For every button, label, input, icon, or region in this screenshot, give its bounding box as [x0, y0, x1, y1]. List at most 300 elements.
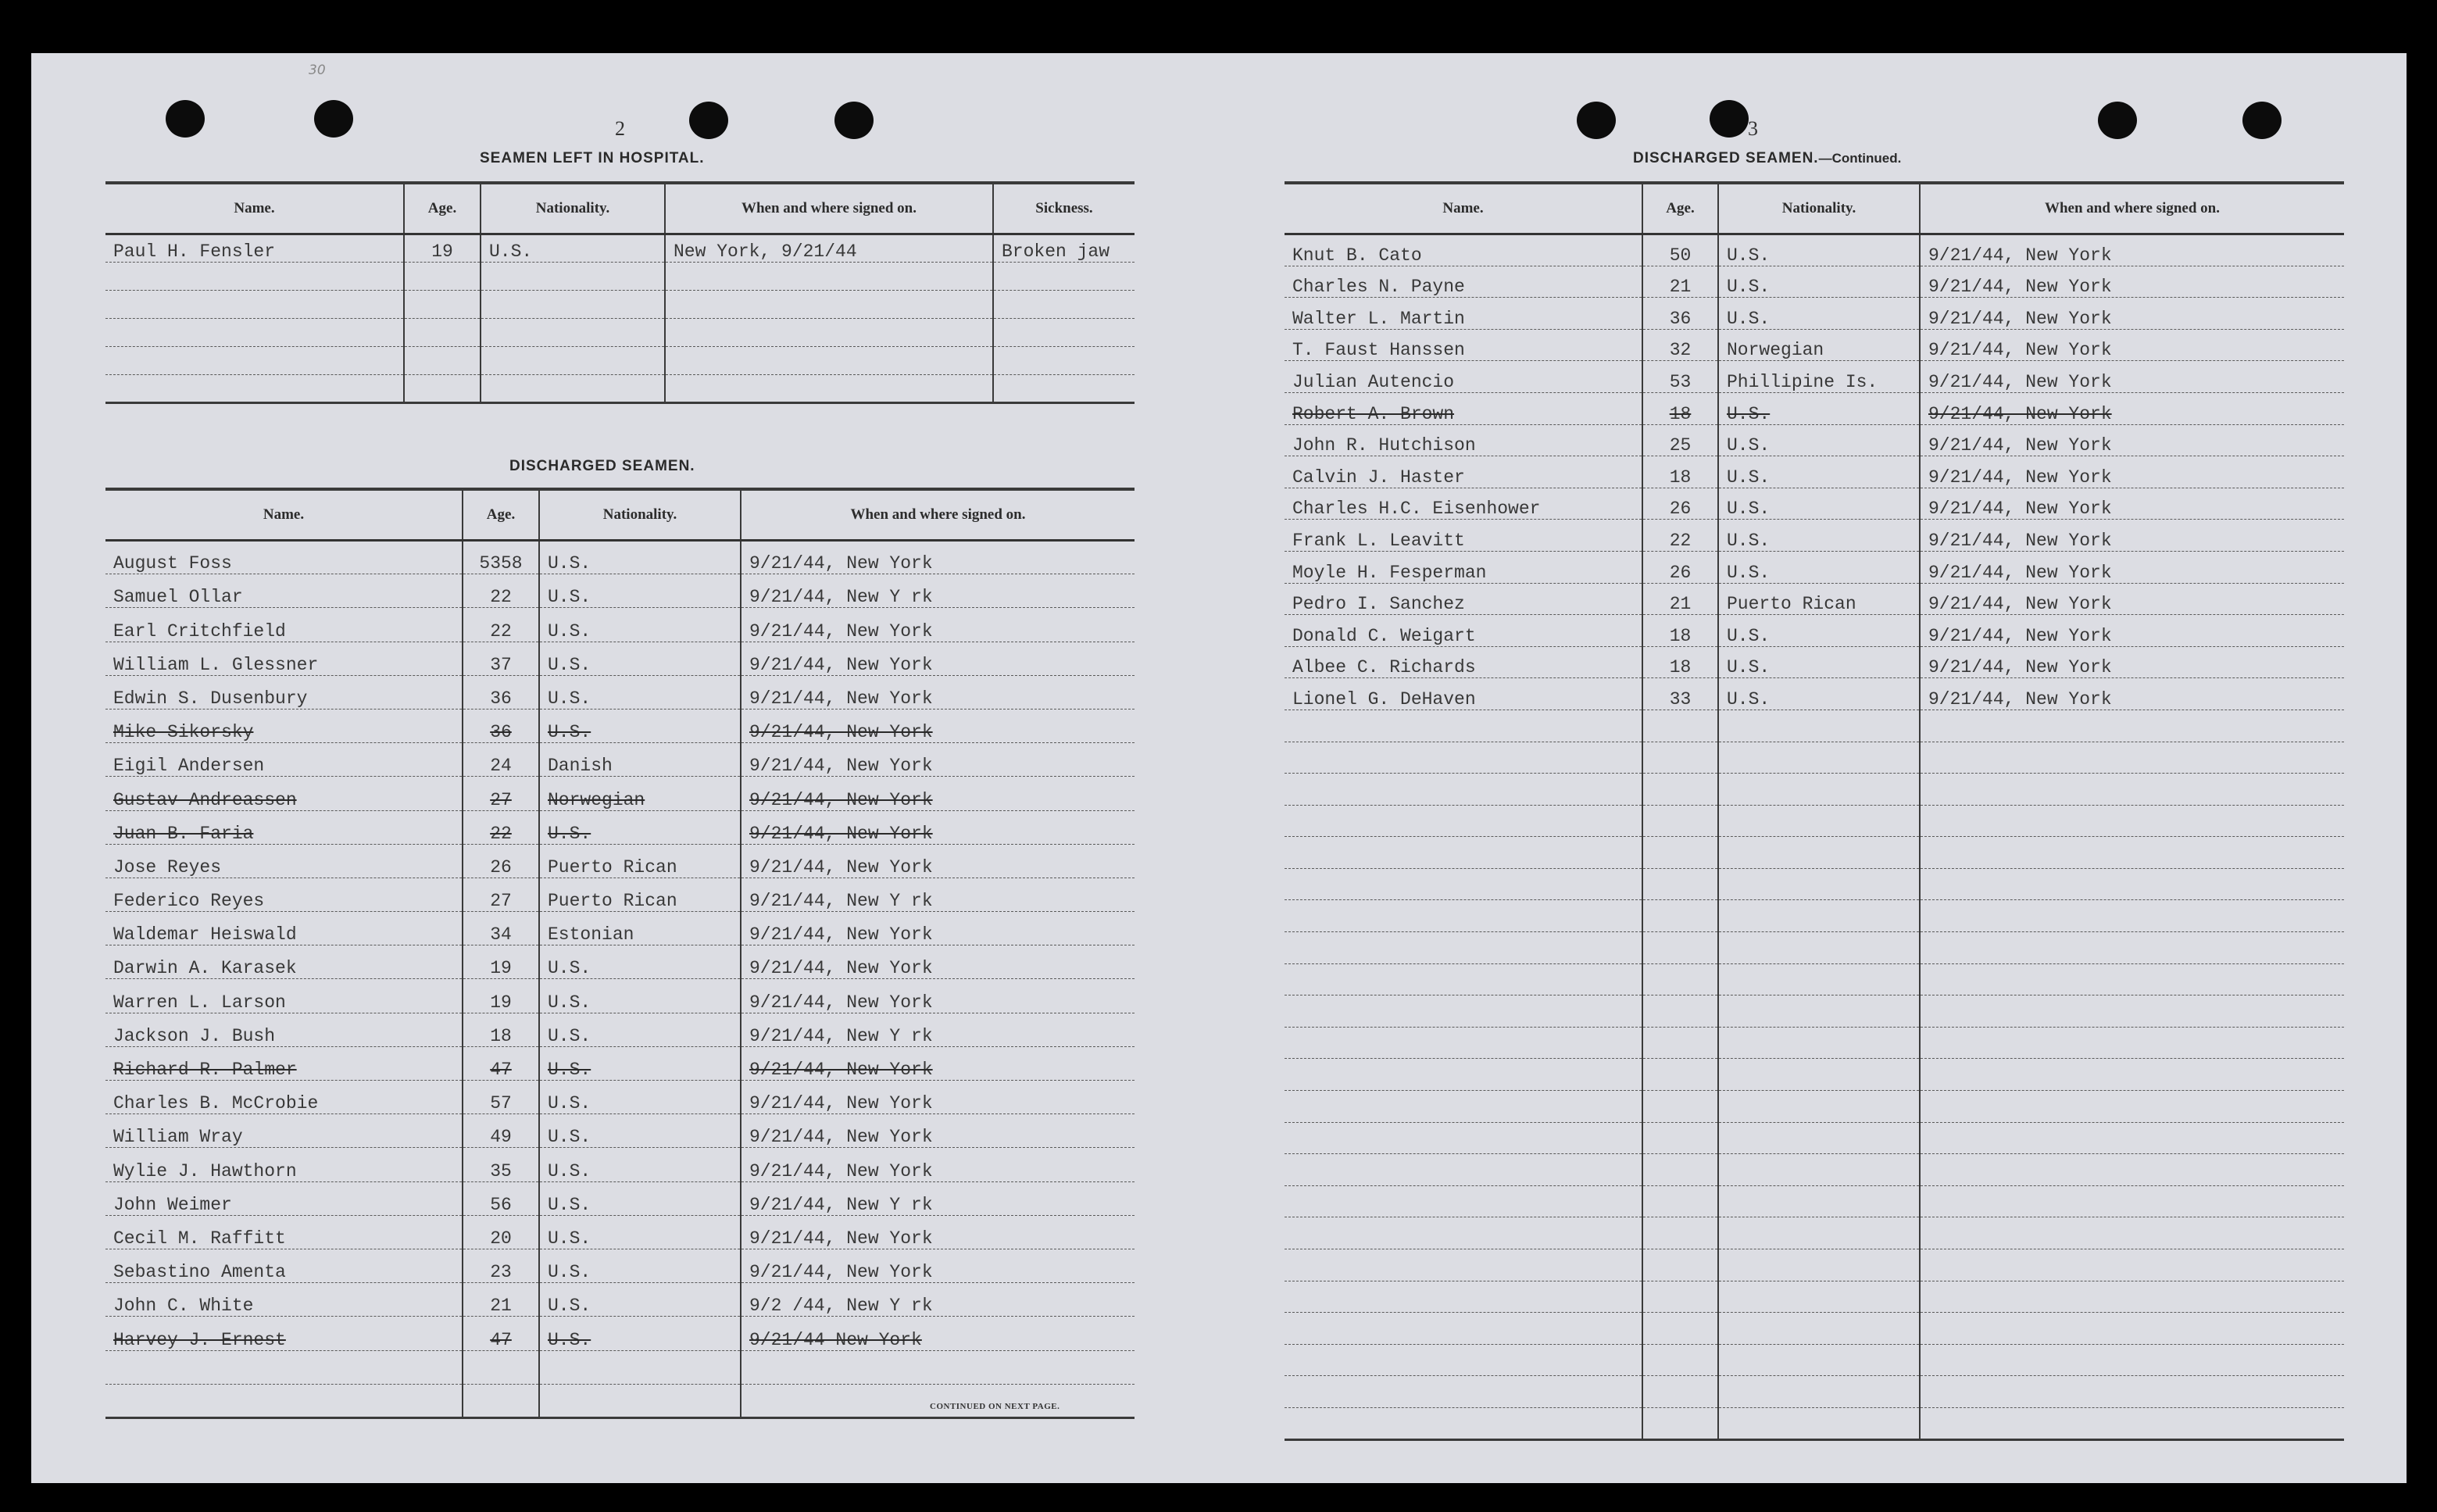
cell-age: [404, 291, 481, 319]
cell-name: [105, 1350, 463, 1384]
cell-name: [1285, 1281, 1642, 1313]
cell-signed: [1920, 837, 2344, 869]
cell-name: [1285, 1154, 1642, 1186]
column-header: Age.: [463, 489, 539, 541]
cell-nationality: U.S.: [1718, 520, 1920, 552]
cell-age: 32: [1642, 329, 1718, 361]
cell-name: [1285, 742, 1642, 774]
cell-age: [404, 263, 481, 291]
table-row: [105, 912, 1135, 945]
cell-age: 21: [463, 1283, 539, 1317]
cell-name: Sebastino Amenta: [105, 1249, 463, 1282]
cell-nationality: [1718, 1122, 1920, 1154]
cell-nationality: [1718, 710, 1920, 742]
cell-signed: 9/21/44, New York: [741, 675, 1135, 709]
cell-nationality: U.S.: [539, 1148, 741, 1181]
discharged-header-row: [105, 489, 1135, 541]
cell-name: [1285, 1407, 1642, 1439]
ledger-sheet: [31, 53, 2407, 1483]
cell-name: [1285, 963, 1642, 995]
cell-age: 18: [1642, 456, 1718, 488]
cell-name: Pedro I. Sanchez: [1285, 583, 1642, 615]
cell-signed: [1920, 805, 2344, 837]
table-row: [1285, 805, 2344, 837]
cell-name: Paul H. Fensler: [105, 234, 404, 263]
cell-signed: [665, 263, 993, 291]
cell-nationality: [481, 319, 665, 347]
cell-age: [1642, 1281, 1718, 1313]
table-row: [1285, 583, 2344, 615]
table-row: [1285, 615, 2344, 647]
table-row: [105, 1283, 1135, 1317]
table-row: [1285, 266, 2344, 298]
cell-nationality: U.S.: [539, 675, 741, 709]
cell-nationality: U.S.: [539, 1081, 741, 1114]
cell-nationality: [1718, 995, 1920, 1028]
cell-name: Charles B. McCrobie: [105, 1081, 463, 1114]
table-row: [105, 642, 1135, 675]
column-header: Name.: [105, 489, 463, 541]
table-row: [105, 1013, 1135, 1046]
cell-nationality: Norwegian: [539, 777, 741, 810]
cell-signed: [1920, 963, 2344, 995]
cell-age: 19: [404, 234, 481, 263]
cell-nationality: U.S.: [539, 945, 741, 979]
cell-nationality: [1718, 837, 1920, 869]
cell-name: Federico Reyes: [105, 878, 463, 911]
heading-suffix: —Continued.: [1818, 151, 1902, 166]
cell-name: [105, 319, 404, 347]
punch-hole: [834, 102, 874, 139]
cell-age: [404, 319, 481, 347]
table-row: [105, 1081, 1135, 1114]
cell-nationality: U.S.: [1718, 266, 1920, 298]
table-row: [1285, 1313, 2344, 1345]
cell-nationality: U.S.: [539, 709, 741, 742]
cell-nationality: U.S.: [539, 1317, 741, 1350]
table-row: [105, 945, 1135, 979]
continued-note: CONTINUED ON NEXT PAGE.: [930, 1402, 1060, 1411]
cell-age: 21: [1642, 583, 1718, 615]
cell-age: [1642, 1154, 1718, 1186]
cell-name: Robert A. Brown: [1285, 392, 1642, 424]
table-row: [105, 1114, 1135, 1148]
cell-name: Darwin A. Karasek: [105, 945, 463, 979]
cell-age: 18: [1642, 392, 1718, 424]
punch-hole: [314, 100, 353, 138]
table-row: [105, 1215, 1135, 1249]
page-number-right: 3: [1748, 117, 1758, 140]
cell-name: [105, 263, 404, 291]
cell-name: Eigil Andersen: [105, 743, 463, 777]
cell-nationality: U.S.: [539, 1046, 741, 1080]
cell-age: [463, 1384, 539, 1417]
table-row: [1285, 1407, 2344, 1439]
cell-age: 21: [1642, 266, 1718, 298]
column-header: Nationality.: [481, 183, 665, 234]
cell-nationality: [481, 263, 665, 291]
table-row: [105, 675, 1135, 709]
cell-nationality: U.S.: [1718, 646, 1920, 678]
cell-age: 34: [463, 912, 539, 945]
cell-nationality: Norwegian: [1718, 329, 1920, 361]
cell-age: 19: [463, 979, 539, 1013]
cell-signed: 9/21/44 New York: [741, 1317, 1135, 1350]
cell-signed: 9/21/44, New York: [741, 912, 1135, 945]
cell-name: Edwin S. Dusenbury: [105, 675, 463, 709]
cell-nationality: [1718, 1091, 1920, 1123]
cell-signed: 9/21/44, New York: [741, 844, 1135, 878]
cell-age: 57: [463, 1081, 539, 1114]
cell-nationality: [1718, 1344, 1920, 1376]
table-row: [1285, 520, 2344, 552]
cell-signed: [1920, 1313, 2344, 1345]
cell-nationality: U.S.: [1718, 424, 1920, 456]
cell-signed: [665, 375, 993, 403]
cell-age: 27: [463, 777, 539, 810]
cell-signed: 9/21/44, New York: [741, 541, 1135, 574]
cell-nationality: [1718, 932, 1920, 964]
cell-age: 22: [463, 810, 539, 844]
table-row: [105, 1350, 1135, 1384]
table-row: [105, 574, 1135, 608]
cell-nationality: U.S.: [539, 1114, 741, 1148]
cell-signed: 9/21/44, New York: [741, 1249, 1135, 1282]
table-row: [105, 608, 1135, 642]
cell-age: [1642, 1027, 1718, 1059]
cell-nationality: [1718, 1217, 1920, 1249]
table-row: [105, 709, 1135, 742]
discharged-table-left: [105, 488, 1135, 1419]
cell-age: 20: [463, 1215, 539, 1249]
cell-signed: [1920, 774, 2344, 806]
cell-name: [1285, 1313, 1642, 1345]
cell-nationality: [1718, 1249, 1920, 1281]
cell-age: [1642, 742, 1718, 774]
cell-name: [1285, 900, 1642, 932]
cell-name: [1285, 774, 1642, 806]
table-row: [1285, 1027, 2344, 1059]
cell-signed: 9/21/44, New York: [741, 979, 1135, 1013]
cell-signed: 9/21/44, New York: [1920, 424, 2344, 456]
cell-signed: [1920, 742, 2344, 774]
cell-name: [1285, 1122, 1642, 1154]
cell-signed: [741, 1350, 1135, 1384]
cell-signed: 9/21/44, New York: [741, 642, 1135, 675]
cell-name: Albee C. Richards: [1285, 646, 1642, 678]
table-row: [105, 1046, 1135, 1080]
cell-name: [1285, 1185, 1642, 1217]
cell-name: Walter L. Martin: [1285, 298, 1642, 330]
punch-hole: [1577, 102, 1616, 139]
table-row: [1285, 488, 2344, 520]
cell-signed: [1920, 1122, 2344, 1154]
cell-name: Knut B. Cato: [1285, 234, 1642, 266]
cell-nationality: Phillipine Is.: [1718, 361, 1920, 393]
table-row: [105, 263, 1135, 291]
cell-signed: 9/21/44, New York: [1920, 329, 2344, 361]
cell-name: Charles H.C. Eisenhower: [1285, 488, 1642, 520]
cell-age: 33: [1642, 678, 1718, 710]
table-row: [1285, 837, 2344, 869]
cell-nationality: U.S.: [539, 1181, 741, 1215]
cell-age: 23: [463, 1249, 539, 1282]
cell-nationality: [1718, 1376, 1920, 1408]
table-row: [105, 291, 1135, 319]
table-row: [105, 1181, 1135, 1215]
cell-age: 49: [463, 1114, 539, 1148]
cell-signed: 9/21/44, New York: [741, 1148, 1135, 1181]
cell-sickness: Broken jaw: [993, 234, 1135, 263]
table-row: [1285, 678, 2344, 710]
cell-signed: [1920, 1091, 2344, 1123]
cell-nationality: [1718, 1154, 1920, 1186]
cell-signed: 9/21/44, New Y rk: [741, 1181, 1135, 1215]
cell-signed: 9/21/44, New York: [741, 945, 1135, 979]
cell-nationality: Danish: [539, 743, 741, 777]
cell-nationality: U.S.: [1718, 615, 1920, 647]
cell-nationality: U.S.: [1718, 456, 1920, 488]
cell-name: [105, 1384, 463, 1417]
cell-nationality: U.S.: [539, 810, 741, 844]
cell-name: [1285, 1376, 1642, 1408]
cell-nationality: U.S.: [1718, 298, 1920, 330]
cell-name: William Wray: [105, 1114, 463, 1148]
table-row: [1285, 234, 2344, 266]
cell-name: Earl Critchfield: [105, 608, 463, 642]
table-row: [105, 777, 1135, 810]
cell-nationality: [1718, 1407, 1920, 1439]
table-row: [1285, 742, 2344, 774]
table-row: [1285, 995, 2344, 1028]
cell-nationality: U.S.: [1718, 234, 1920, 266]
cell-name: John Weimer: [105, 1181, 463, 1215]
cell-nationality: [1718, 963, 1920, 995]
cell-name: [1285, 710, 1642, 742]
column-header: Sickness.: [993, 183, 1135, 234]
cell-age: 53: [1642, 361, 1718, 393]
cell-name: Julian Autencio: [1285, 361, 1642, 393]
cell-nationality: Puerto Rican: [539, 878, 741, 911]
cell-age: [1642, 1059, 1718, 1091]
cell-name: William L. Glessner: [105, 642, 463, 675]
cell-age: 18: [1642, 646, 1718, 678]
cell-signed: 9/21/44, New York: [1920, 456, 2344, 488]
table-row: [1285, 551, 2344, 583]
cell-signed: [1920, 1185, 2344, 1217]
cell-nationality: U.S.: [539, 608, 741, 642]
table-row: [105, 878, 1135, 911]
cell-signed: 9/21/44, New York: [1920, 583, 2344, 615]
cell-name: Harvey J. Ernest: [105, 1317, 463, 1350]
cell-name: Charles N. Payne: [1285, 266, 1642, 298]
cell-age: [1642, 1217, 1718, 1249]
cell-age: [1642, 1376, 1718, 1408]
cell-signed: [1920, 932, 2344, 964]
punch-hole: [1710, 100, 1749, 138]
cell-sickness: [993, 375, 1135, 403]
cell-age: [1642, 963, 1718, 995]
table-row: [105, 1317, 1135, 1350]
table-row: [105, 375, 1135, 403]
table-row: [105, 319, 1135, 347]
column-header: When and where signed on.: [665, 183, 993, 234]
cell-nationality: U.S.: [539, 642, 741, 675]
table-row: [1285, 1122, 2344, 1154]
cell-signed: 9/21/44, New York: [741, 709, 1135, 742]
table-row: [1285, 1059, 2344, 1091]
cell-name: Frank L. Leavitt: [1285, 520, 1642, 552]
cell-signed: [741, 1384, 1135, 1417]
cell-signed: [1920, 1217, 2344, 1249]
cell-nationality: Estonian: [539, 912, 741, 945]
cell-signed: 9/21/44, New York: [1920, 646, 2344, 678]
cell-name: [1285, 1217, 1642, 1249]
cell-name: Waldemar Heiswald: [105, 912, 463, 945]
cell-name: Calvin J. Haster: [1285, 456, 1642, 488]
cell-nationality: [539, 1350, 741, 1384]
column-header: Name.: [1285, 183, 1642, 234]
punch-hole: [689, 102, 728, 139]
cell-signed: 9/21/44, New York: [1920, 298, 2344, 330]
cell-signed: [1920, 1407, 2344, 1439]
cell-nationality: [481, 375, 665, 403]
cell-age: [1642, 1407, 1718, 1439]
cell-name: [1285, 837, 1642, 869]
cell-name: [1285, 1027, 1642, 1059]
table-row: [1285, 646, 2344, 678]
cell-age: [1642, 1091, 1718, 1123]
cell-name: Cecil M. Raffitt: [105, 1215, 463, 1249]
cell-name: [105, 375, 404, 403]
cell-age: [1642, 1344, 1718, 1376]
hospital-header-row: [105, 183, 1135, 234]
cell-signed: [665, 319, 993, 347]
cell-signed: [1920, 1154, 2344, 1186]
table-row: [1285, 1281, 2344, 1313]
discharged-continued-header-row: [1285, 183, 2344, 234]
cell-name: Gustav Andreassen: [105, 777, 463, 810]
cell-nationality: U.S.: [539, 541, 741, 574]
discharged-continued-heading: [1633, 150, 1901, 167]
cell-age: [1642, 1185, 1718, 1217]
table-row: [105, 1148, 1135, 1181]
cell-nationality: [1718, 868, 1920, 900]
heading-text: DISCHARGED SEAMEN.: [1633, 150, 1819, 166]
cell-sickness: [993, 319, 1135, 347]
table-row: [1285, 868, 2344, 900]
cell-nationality: [1718, 774, 1920, 806]
cell-age: 19: [463, 945, 539, 979]
cell-name: August Foss: [105, 541, 463, 574]
table-row: [1285, 900, 2344, 932]
cell-nationality: Puerto Rican: [539, 844, 741, 878]
cell-signed: 9/21/44, New York: [1920, 520, 2344, 552]
cell-age: [1642, 710, 1718, 742]
cell-signed: 9/21/44, New York: [741, 1114, 1135, 1148]
cell-age: [1642, 1313, 1718, 1345]
column-header: Nationality.: [539, 489, 741, 541]
punch-hole: [2098, 102, 2137, 139]
cell-name: Richard R. Palmer: [105, 1046, 463, 1080]
cell-name: Donald C. Weigart: [1285, 615, 1642, 647]
cell-signed: 9/21/44, New York: [1920, 488, 2344, 520]
pencil-mark: 30: [309, 63, 326, 78]
cell-name: Mike Sikorsky: [105, 709, 463, 742]
cell-signed: 9/21/44, New Y rk: [741, 1013, 1135, 1046]
hospital-table: [105, 181, 1135, 404]
cell-age: 22: [1642, 520, 1718, 552]
table-row: [1285, 298, 2344, 330]
cell-nationality: U.S.: [1718, 392, 1920, 424]
cell-sickness: [993, 347, 1135, 375]
table-row: [1285, 392, 2344, 424]
column-header: When and where signed on.: [1920, 183, 2344, 234]
punch-hole: [2242, 102, 2282, 139]
table-row: [105, 234, 1135, 263]
cell-age: 5358: [463, 541, 539, 574]
cell-signed: 9/21/44, New York: [1920, 551, 2344, 583]
cell-nationality: [1718, 1313, 1920, 1345]
cell-nationality: Puerto Rican: [1718, 583, 1920, 615]
cell-signed: [1920, 1344, 2344, 1376]
cell-age: 47: [463, 1046, 539, 1080]
table-row: [1285, 1376, 2344, 1408]
cell-signed: 9/21/44, New York: [1920, 266, 2344, 298]
cell-name: Moyle H. Fesperman: [1285, 551, 1642, 583]
cell-signed: [665, 291, 993, 319]
cell-signed: [1920, 1059, 2344, 1091]
cell-name: John R. Hutchison: [1285, 424, 1642, 456]
cell-age: 25: [1642, 424, 1718, 456]
cell-signed: [1920, 900, 2344, 932]
cell-nationality: U.S.: [481, 234, 665, 263]
cell-sickness: [993, 291, 1135, 319]
cell-name: Wylie J. Hawthorn: [105, 1148, 463, 1181]
table-row: [105, 1249, 1135, 1282]
cell-age: [1642, 932, 1718, 964]
cell-signed: [1920, 1249, 2344, 1281]
cell-signed: 9/21/44, New Y rk: [741, 574, 1135, 608]
cell-nationality: [1718, 1185, 1920, 1217]
cell-signed: 9/21/44, New York: [741, 810, 1135, 844]
cell-nationality: [1718, 900, 1920, 932]
cell-nationality: [1718, 1027, 1920, 1059]
cell-name: [105, 291, 404, 319]
hospital-heading: SEAMEN LEFT IN HOSPITAL.: [480, 150, 705, 166]
cell-age: [1642, 1249, 1718, 1281]
cell-name: Warren L. Larson: [105, 979, 463, 1013]
cell-signed: 9/21/44, New Y rk: [741, 878, 1135, 911]
column-header: Age.: [1642, 183, 1718, 234]
cell-nationality: U.S.: [1718, 678, 1920, 710]
cell-nationality: U.S.: [539, 574, 741, 608]
cell-signed: 9/21/44, New York: [1920, 678, 2344, 710]
cell-age: 18: [1642, 615, 1718, 647]
cell-age: 18: [463, 1013, 539, 1046]
table-row: [105, 810, 1135, 844]
cell-age: 22: [463, 608, 539, 642]
cell-age: [1642, 1122, 1718, 1154]
cell-signed: 9/21/44, New York: [1920, 392, 2344, 424]
cell-signed: 9/21/44, New York: [741, 777, 1135, 810]
cell-name: [1285, 1091, 1642, 1123]
table-row: [1285, 329, 2344, 361]
table-row: [1285, 1091, 2344, 1123]
cell-age: [1642, 995, 1718, 1028]
cell-nationality: U.S.: [539, 1013, 741, 1046]
cell-nationality: U.S.: [539, 1283, 741, 1317]
